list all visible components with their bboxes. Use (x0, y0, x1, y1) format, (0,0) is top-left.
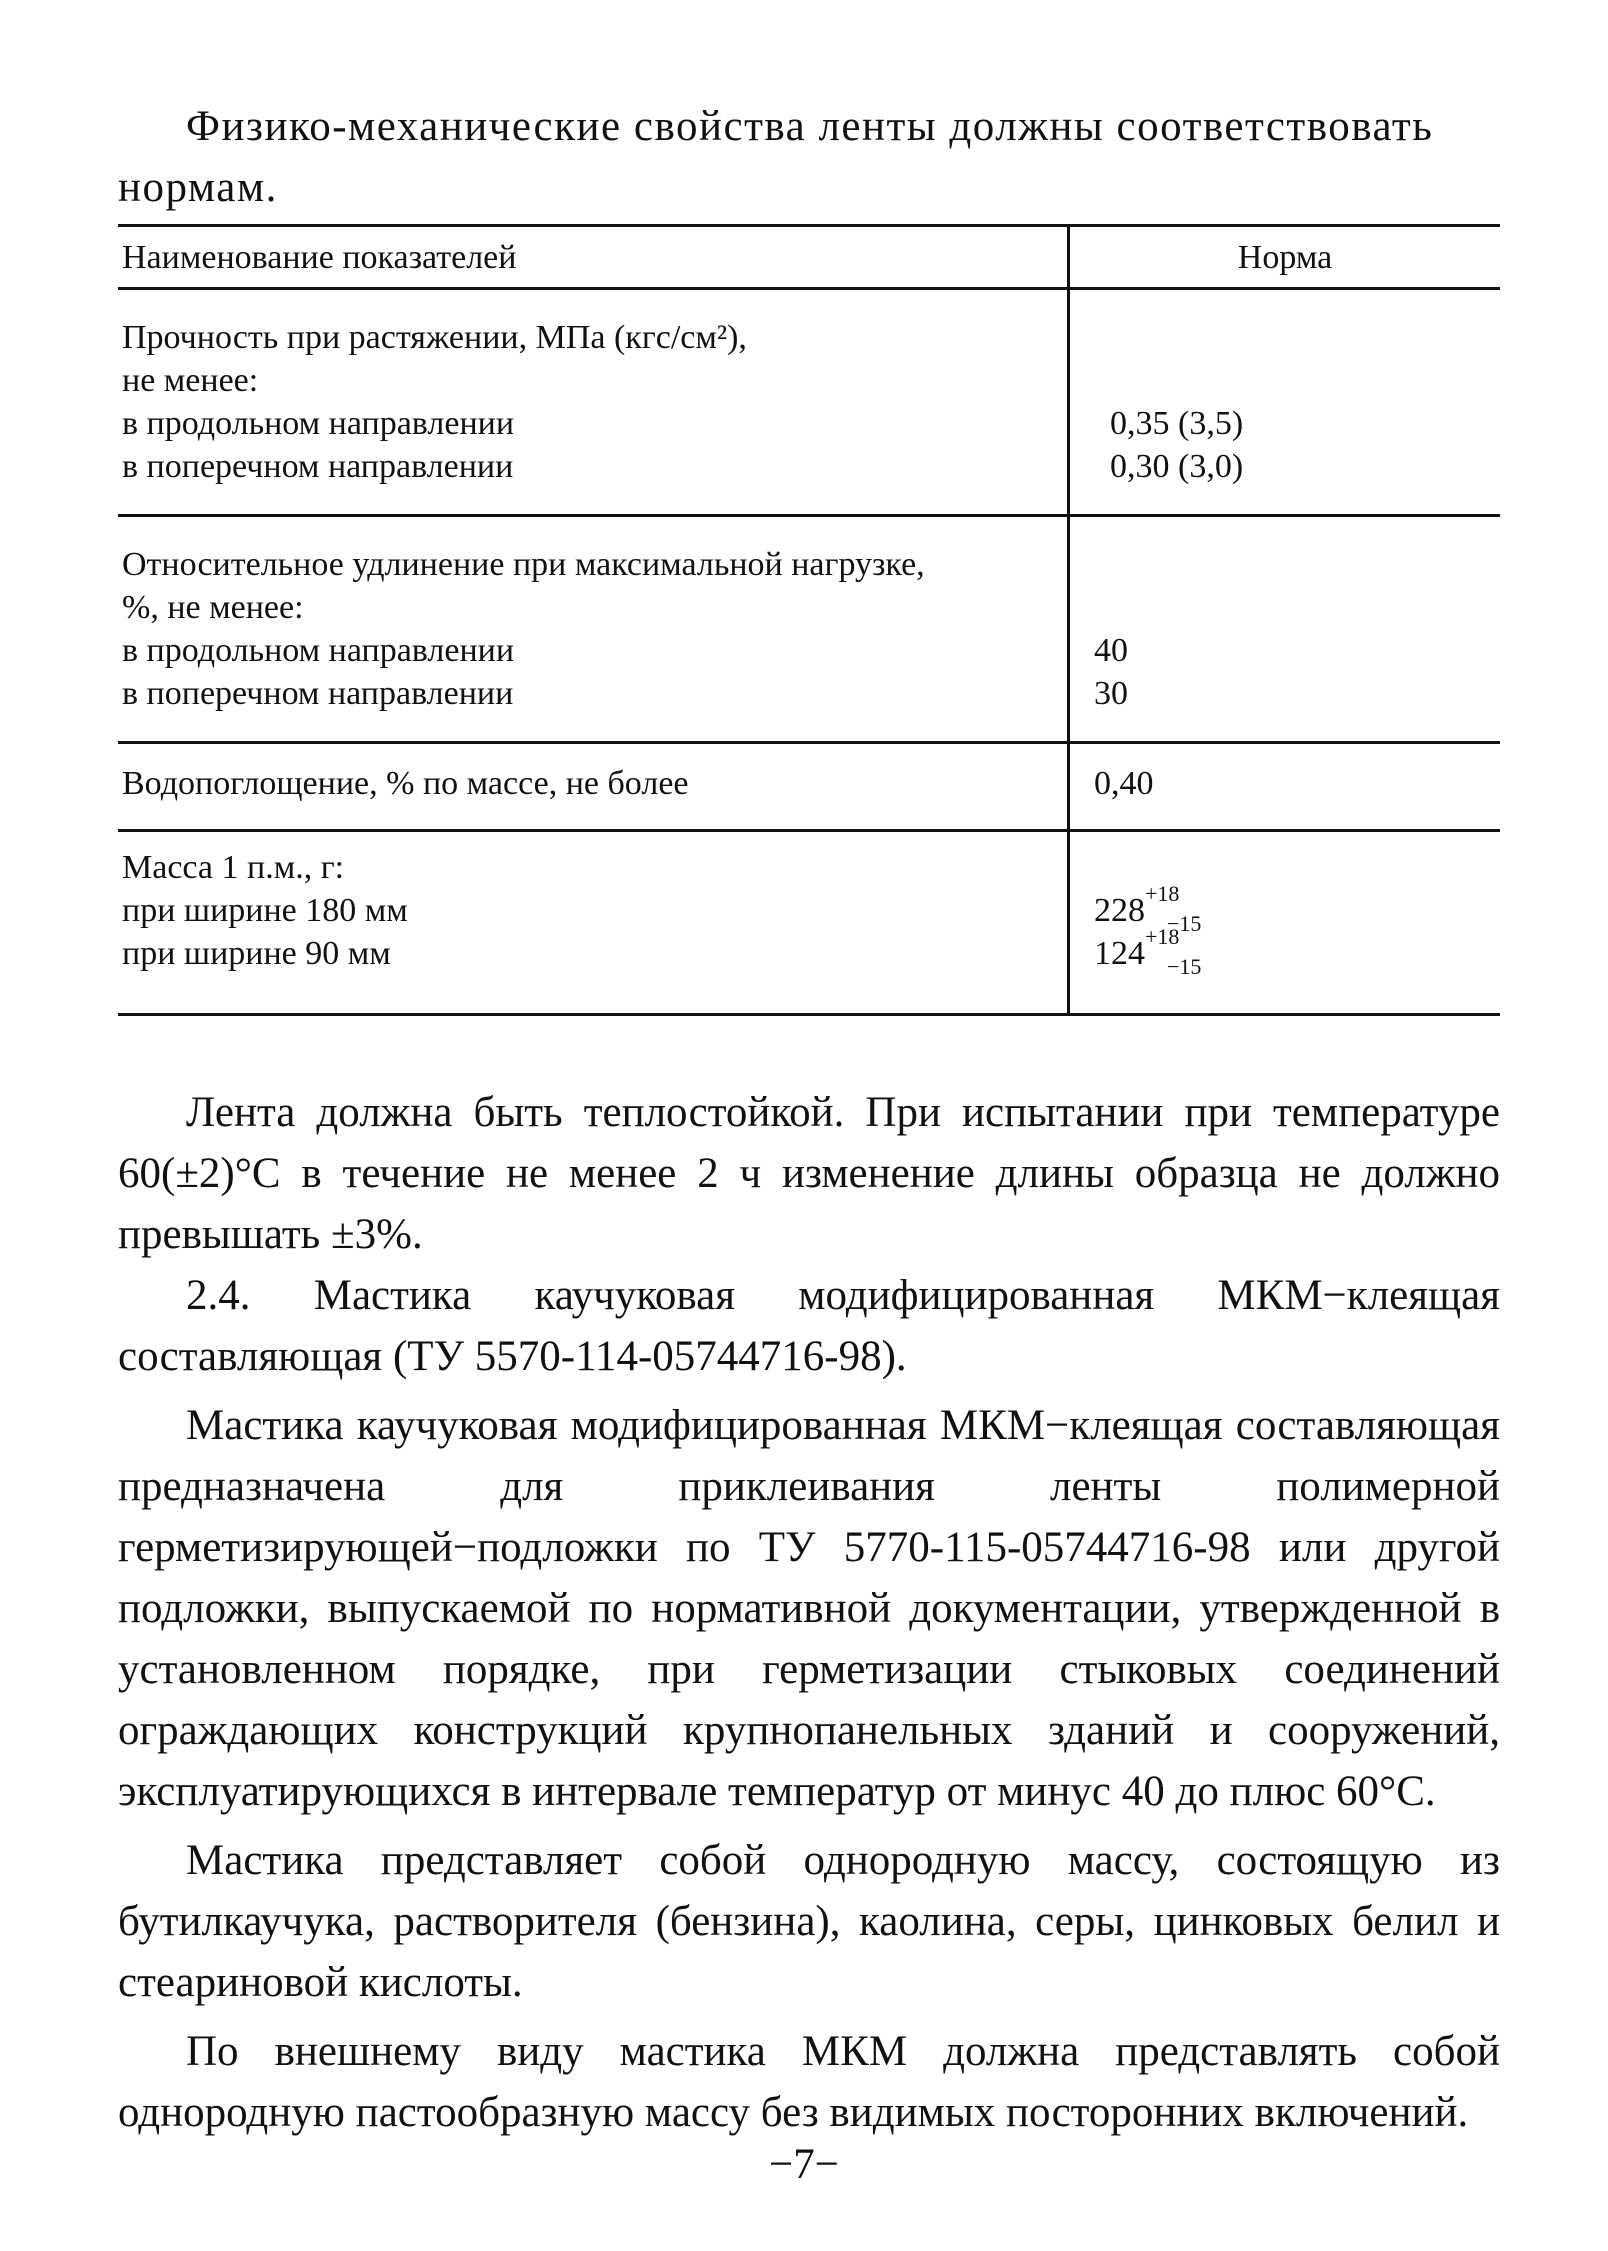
table-row (118, 289, 1500, 516)
document-page (118, 96, 1500, 2143)
row-value: 0,35 (3,5) (1110, 405, 1244, 442)
table-row (118, 831, 1500, 1015)
paragraph-mastic-purpose: Мастика каучуковая модифицированная МКМ−клеящая составляющая предназначена для приклеивания ленты полимерной герметизирующей−подложки по ТУ 5770-115-05744716-98 или другой подложки, выпускаемой по нормативной документации, утвержденной в установленном порядке, при герметизации стыковых соединений ограждающих конструкций крупнопанельных зданий и сооружений, эксплуатирующихся в интервале температур от минус 40 до плюс 60°С. (118, 1402, 1500, 1815)
page-number: −7− (768, 2141, 839, 2188)
intro-paragraph (118, 96, 1500, 218)
row-value-cell (1069, 516, 1501, 743)
tolerance-upper: +18 (1145, 881, 1180, 906)
row-value-cell (1069, 289, 1501, 516)
mass-base: 124 (1094, 935, 1145, 972)
intro-line-2: нормам. (118, 164, 278, 211)
properties-table (118, 224, 1500, 1016)
row-name-line: в продольном направлении (122, 632, 515, 669)
row-name-line: Относительное удлинение при максимальной нагрузке, (122, 546, 925, 583)
paragraph-section-2-4: 2.4. Мастика каучуковая модифицированная МКМ−клеящая составляющая (ТУ 5570-114-05744716-98). (118, 1272, 1500, 1380)
intro-line-1: Физико-механические свойства ленты должны соответствовать (186, 103, 1434, 150)
row-name-line: Прочность при растяжении, МПа (кгс/см²), (122, 319, 747, 356)
tolerance-lower: −15 (1167, 954, 1202, 979)
row-name-line: не менее: (122, 362, 259, 399)
paragraph-mastic-appearance: По внешнему виду мастика МКМ должна представлять собой однородную пастообразную массу без видимых посторонних включений. (118, 2028, 1500, 2136)
row-value-cell (1069, 831, 1501, 1015)
row-name-line: Масса 1 п.м., г: (122, 849, 345, 886)
paragraph-mastic-composition: Мастика представляет собой однородную массу, состоящую из бутилкаучука, растворителя (бензина), каолина, серы, цинковых белил и стеариновой кислоты. (118, 1837, 1500, 2006)
tolerance (1145, 924, 1207, 979)
row-name-line: %, не менее: (122, 589, 304, 626)
table-row (118, 743, 1500, 831)
tolerance-upper: +18 (1145, 924, 1180, 949)
table-header-row (118, 226, 1500, 289)
row-name-line: при ширине 180 мм (122, 892, 408, 929)
row-name-line: в продольном направлении (122, 405, 515, 442)
row-value: 40 (1094, 632, 1128, 669)
body-text (118, 1082, 1500, 2143)
mass-value-90 (1094, 924, 1500, 979)
mass-base: 228 (1094, 892, 1145, 929)
row-value: 0,30 (3,0) (1110, 448, 1244, 485)
header-name-cell: Наименование показателей (118, 226, 1069, 289)
row-name-line: в поперечном направлении (122, 675, 514, 712)
row-name-cell (118, 516, 1069, 743)
header-norm-cell: Норма (1237, 238, 1333, 276)
row-name-line: при ширине 90 мм (122, 935, 391, 972)
row-value-cell (1069, 743, 1501, 831)
paragraph-heat-resistance: Лента должна быть теплостойкой. При испытании при температуре 60(±2)°С в течение не менее 2 ч изменение длины образца не должно превышать ±3%. (118, 1089, 1500, 1258)
row-name-line: Водопоглощение, % по массе, не более (122, 765, 689, 802)
row-name-cell (118, 743, 1069, 831)
table-row (118, 516, 1500, 743)
row-value: 30 (1094, 675, 1128, 712)
row-name-cell (118, 289, 1069, 516)
row-name-line: в поперечном направлении (122, 448, 514, 485)
tolerance-lower: −15 (1167, 911, 1202, 936)
row-name-cell (118, 831, 1069, 1015)
row-value: 0,40 (1094, 765, 1154, 802)
